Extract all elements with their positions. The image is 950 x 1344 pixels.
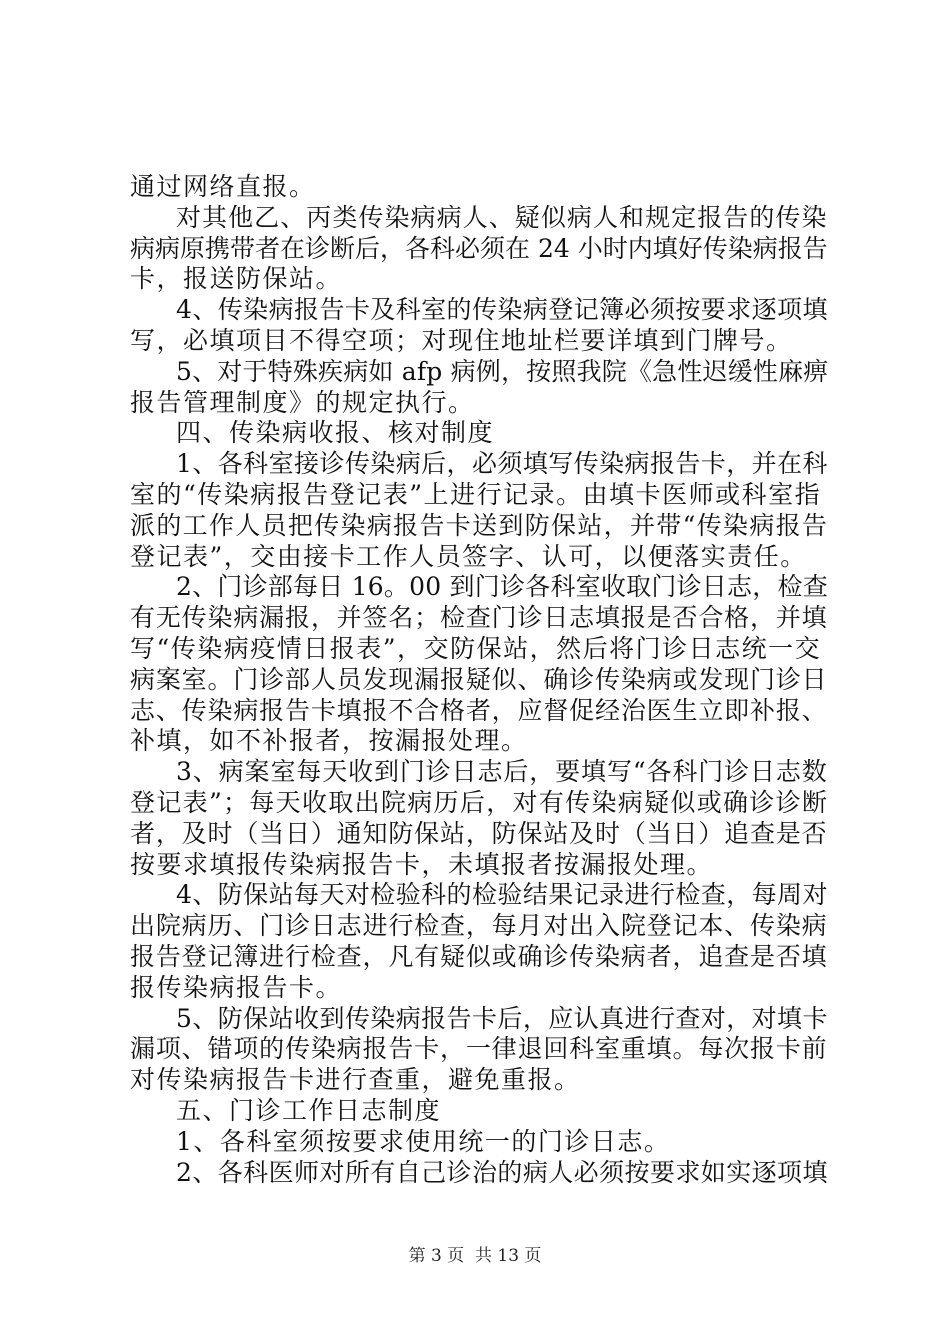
- text-line: 对其他乙、丙类传染病病人、疑似病人和规定报告的传染: [176, 202, 828, 232]
- text-line: 派的工作人员把传染病报告卡送到防保站，并带“传染病报告: [130, 510, 829, 540]
- text-line: 4、传染病报告卡及科室的传染病登记簿必须按要求逐项填: [176, 295, 828, 325]
- text-line: 室的“传染病报告登记表”上进行记录。由填卡医师或科室指: [130, 480, 822, 509]
- text-line: 登记表”，交由接卡工作人员签字、认可，以便落实责任。: [130, 541, 807, 571]
- text-line: 2、各科医师对所有自己诊治的病人必须按要求如实逐项填: [176, 1157, 828, 1187]
- text-line: 对传染病报告卡进行查重，避免重报。: [130, 1065, 581, 1095]
- text-line: 写“传染病疫情日报表”，交防保站，然后将门诊日志统一交: [130, 634, 822, 663]
- text-line: 补填，如不补报者，按漏报处理。: [130, 726, 528, 756]
- text-line: 者，及时（当日）通知防保站，防保站及时（当日）追查是否: [130, 818, 828, 848]
- text-line: 卡，报送防保站。: [130, 264, 343, 294]
- text-line: 病案室。门诊部人员发现漏报疑似、确诊传染病或发现门诊日: [130, 664, 828, 694]
- text-line: 志、传染病报告卡填报不合格者，应督促经治医生立即补报、: [130, 695, 828, 725]
- text-line: 4、防保站每天对检验科的检验结果记录进行检查，每周对: [176, 880, 828, 910]
- text-line: 报传染病报告卡。: [130, 972, 343, 1002]
- text-line: 报告登记簿进行检查，凡有疑似或确诊传染病者，追查是否填: [130, 942, 828, 971]
- page-number-footer: 第 3 页 共 13 页: [408, 1246, 542, 1266]
- section-heading: 四、传染病收报、核对制度: [176, 418, 495, 448]
- text-line: 1、各科室须按要求使用统一的门诊日志。: [176, 1126, 671, 1156]
- text-line: 3、病案室每天收到门诊日志后，要填写“各科门诊日志数: [176, 757, 828, 787]
- text-line: 1、各科室接诊传染病后，必须填写传染病报告卡，并在科: [176, 449, 828, 479]
- text-line: 写，必填项目不得空项；对现住地址栏要详填到门牌号。: [130, 326, 793, 355]
- text-line: 5、防保站收到传染病报告卡后，应认真进行查对，对填卡: [176, 1003, 828, 1033]
- text-line: 有无传染病漏报，并签名；检查门诊日志填报是否合格，并填: [130, 603, 828, 633]
- text-line: 通过网络直报。: [130, 172, 316, 201]
- text-line: 2、门诊部每日 16。00 到门诊各科室收取门诊日志，检查: [176, 572, 828, 602]
- text-line: 出院病历、门诊日志进行检查，每月对出入院登记本、传染病: [130, 911, 828, 941]
- text-line: 病病原携带者在诊断后，各科必须在 24 小时内填好传染病报告: [130, 233, 828, 263]
- text-line: 报告管理制度》的规定执行。: [130, 387, 475, 417]
- section-heading: 五、门诊工作日志制度: [176, 1096, 442, 1125]
- text-line: 漏项、错项的传染病报告卡，一律退回科室重填。每次报卡前: [130, 1034, 828, 1064]
- text-line: 5、对于特殊疾病如 afp 病例，按照我院《急性迟缓性麻痹: [176, 356, 829, 386]
- text-line: 登记表”；每天收取出院病历后，对有传染病疑似或确诊诊断: [130, 788, 829, 817]
- text-line: 按要求填报传染病报告卡，未填报者按漏报处理。: [130, 849, 714, 879]
